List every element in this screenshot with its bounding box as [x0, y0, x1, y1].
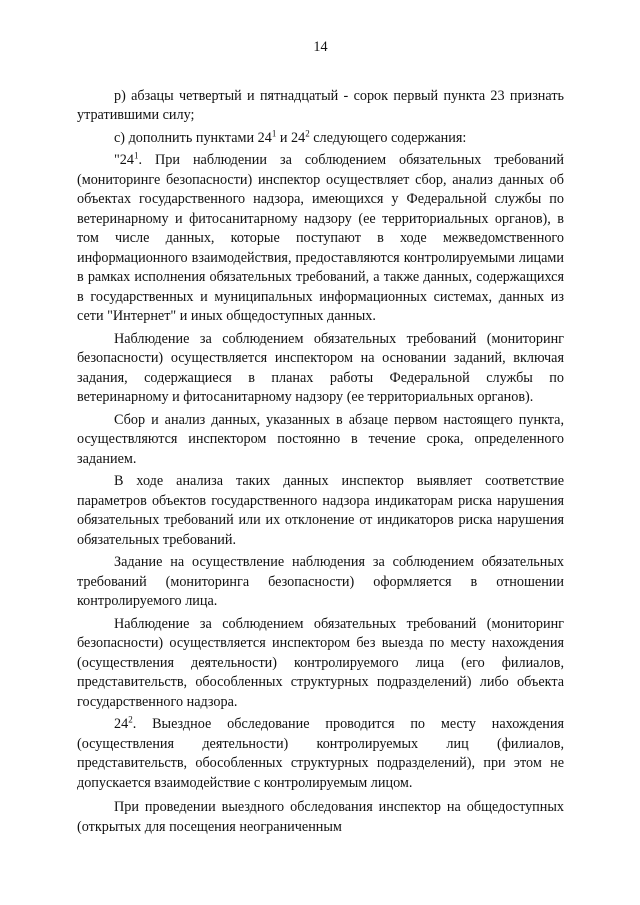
paragraph-monitoring-basis: Наблюдение за соблюдением обязательных требований (мониторинг безопасности) осуществляется инспектором на основании заданий, включая задания, содержащиеся в планах работы Федеральной службы по ветеринарному и фитосанитарному надзору (ее территориальных органов). — [77, 330, 564, 405]
paragraph-r: р) абзацы четвертый и пятнадцатый - сорок первый пункта 23 признать утратившими силу; — [77, 87, 564, 123]
paragraph-task: Задание на осуществление наблюдения за соблюдением обязательных требований (мониторинга безопасности) оформляется в отношении контролируемого лица. — [77, 554, 564, 609]
paragraph-24-2-superscript: 2 — [128, 714, 133, 725]
document-page — [77, 38, 564, 837]
paragraph-24-1-number: "24 — [114, 152, 134, 168]
page-number: 14 — [313, 39, 328, 55]
paragraph-data-collection: Сбор и анализ данных, указанных в абзаце первом настоящего пункта, осуществляются инспектором постоянно в течение срока, определенного заданием. — [77, 411, 564, 467]
paragraph-s-text-3: следующего содержания: — [309, 129, 467, 146]
paragraph-24-1-superscript: 1 — [133, 150, 139, 161]
paragraph-no-visit: Наблюдение за соблюдением обязательных требований (мониторинг безопасности) осуществляется инспектором без выезда по месту нахождения (осуществления деятельности) контролируемого лица (его филиалов, представительств, обособленных структурных подразделений) либо объекта государственного надзора. — [77, 615, 564, 710]
paragraph-24-1 — [77, 151, 564, 327]
paragraph-s — [77, 129, 564, 149]
paragraph-last: При проведении выездного обследования инспектор на общедоступных (открытых для посещения неограниченным — [77, 799, 564, 835]
paragraph-s-text-1: с) дополнить пунктами 24 — [114, 129, 272, 146]
paragraph-24-2 — [77, 715, 564, 793]
paragraph-24-1-text: . При наблюдении за соблюдением обязательных требований (мониторинге безопасности) инспектор осуществляет сбор, анализ данных об объектах государственного надзора, имеющихся у Федеральной службы по ветеринарному и фитосанитарному надзору (ее территориальных органов), в том числе данных, которые поступают в ходе межведомственного информационного взаимодействия, предоставляются контролируемыми лицами в рамках исполнения обязательных требований, а также данных, содержащихся в государственных и муниципальных информационных системах, данных из сети "Интернет" и иных общедоступных данных. — [77, 152, 564, 324]
superscript-2: 2 — [305, 127, 310, 138]
paragraph-data-analysis: В ходе анализа таких данных инспектор выявляет соответствие параметров объектов государственного надзора индикаторам риска нарушения обязательных требований или их отклонение от индикаторов риска нарушения обязательных требований. — [77, 473, 564, 548]
paragraph-24-2-number: 24 — [114, 716, 129, 732]
paragraph-24-2-text: . Выездное обследование проводится по месту нахождения (осуществления деятельности) контролируемых лиц (филиалов, представительств, обособленных структурных подразделений), при этом не допускается взаимодействие с контролируемым лицом. — [77, 716, 564, 791]
paragraph-s-text-2: и 24 — [276, 129, 306, 146]
superscript-1: 1 — [271, 127, 277, 138]
